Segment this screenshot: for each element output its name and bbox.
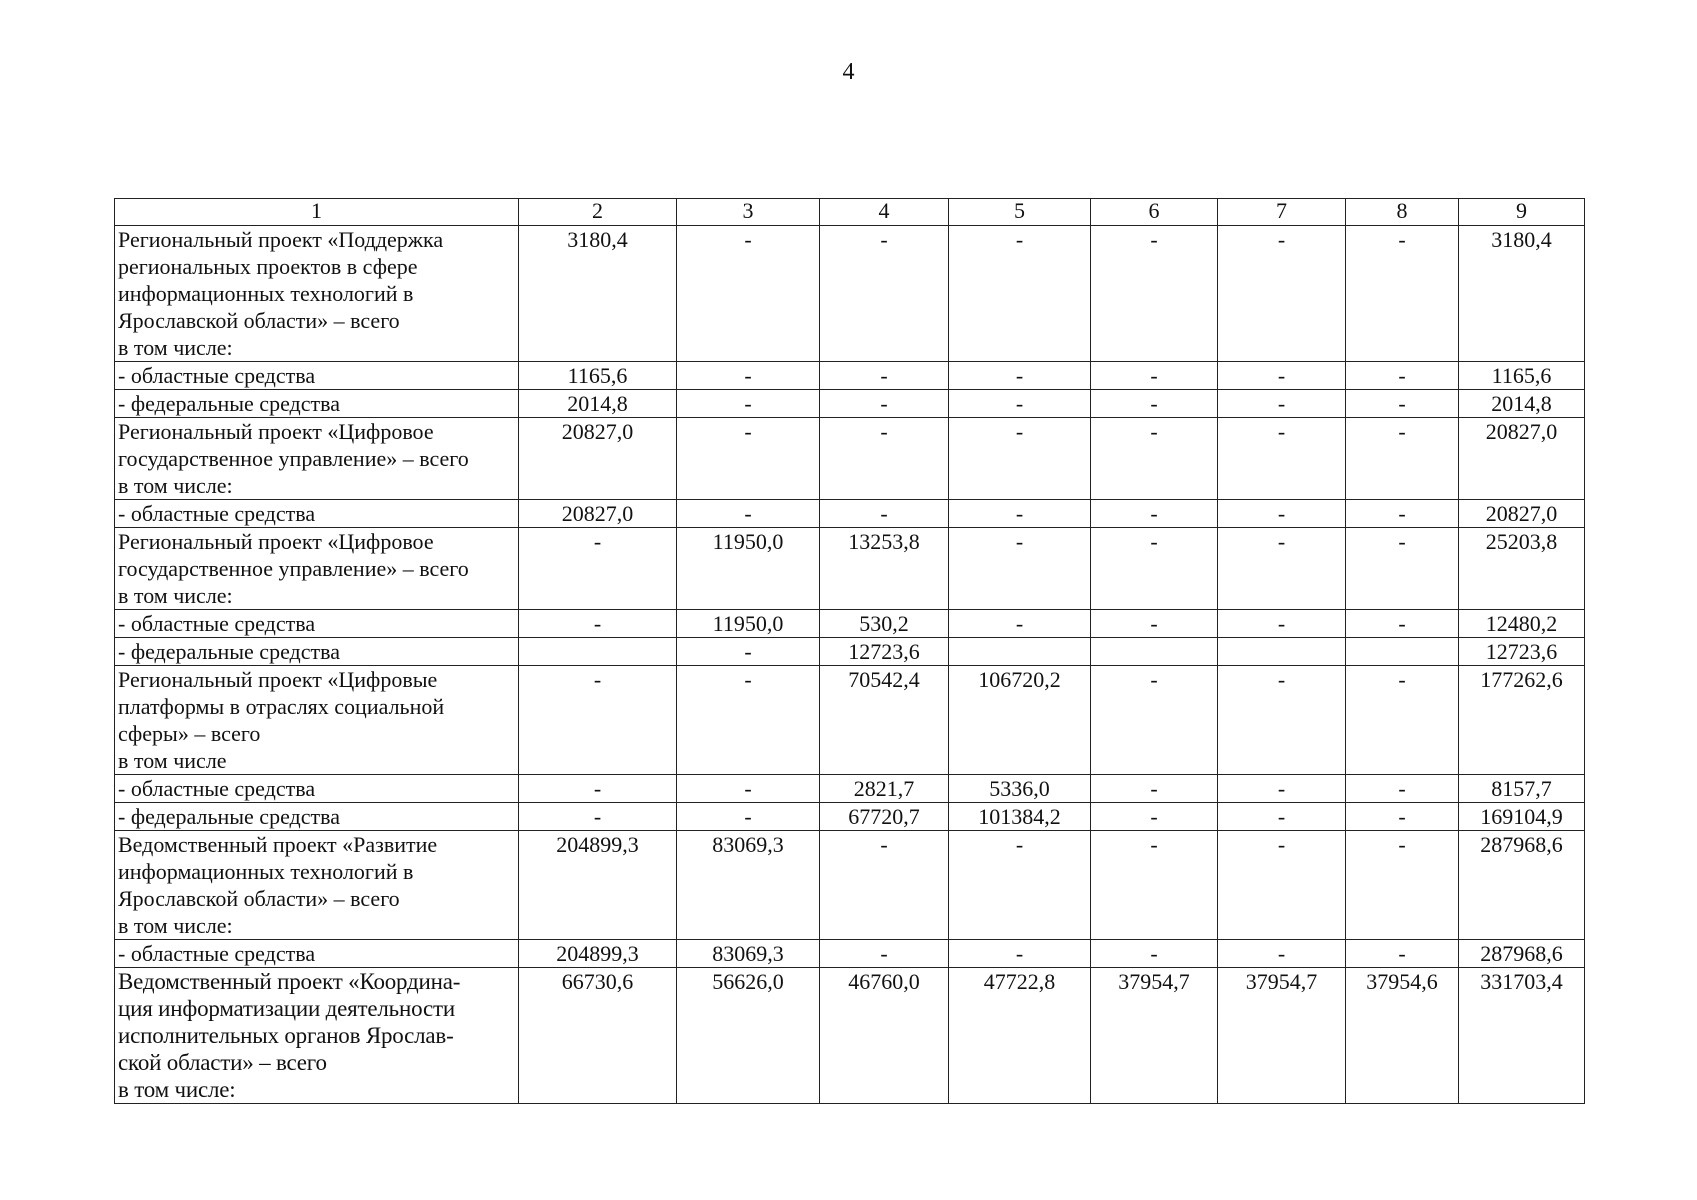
value-cell-col-2: 3180,4 xyxy=(519,226,677,362)
value-cell-col-9: 20827,0 xyxy=(1459,418,1585,500)
table-row xyxy=(115,226,1585,362)
row-label: Ведомственный проект «Координа- ция информатизации деятельности исполнительных органов Ярослав- ской области» – всего в том числе: xyxy=(115,968,519,1104)
value-cell-col-9: 20827,0 xyxy=(1459,500,1585,528)
row-label: - областные средства xyxy=(115,940,519,968)
value-cell-col-4: - xyxy=(820,226,949,362)
value-cell-col-6: - xyxy=(1091,775,1218,803)
value-cell-col-9: 287968,6 xyxy=(1459,940,1585,968)
value-cell-col-4: - xyxy=(820,390,949,418)
value-cell-col-9: 177262,6 xyxy=(1459,666,1585,775)
value-cell-col-6: - xyxy=(1091,610,1218,638)
value-cell-col-9: 1165,6 xyxy=(1459,362,1585,390)
value-cell-col-9: 287968,6 xyxy=(1459,831,1585,940)
value-cell-col-2: - xyxy=(519,610,677,638)
value-cell-col-8: - xyxy=(1346,666,1459,775)
row-label: - областные средства xyxy=(115,362,519,390)
budget-table xyxy=(114,198,1585,1104)
value-cell-col-7: - xyxy=(1218,940,1346,968)
row-label: Региональный проект «Поддержка региональных проектов в сфере информационных технологий в Ярославской области» – всего в том числе: xyxy=(115,226,519,362)
table-row xyxy=(115,362,1585,390)
row-label: - федеральные средства xyxy=(115,390,519,418)
value-cell-col-9: 3180,4 xyxy=(1459,226,1585,362)
value-cell-col-6: 37954,7 xyxy=(1091,968,1218,1104)
value-cell-col-4: - xyxy=(820,940,949,968)
value-cell-col-7: - xyxy=(1218,500,1346,528)
value-cell-col-8: - xyxy=(1346,610,1459,638)
value-cell-col-4: - xyxy=(820,362,949,390)
value-cell-col-6: - xyxy=(1091,226,1218,362)
value-cell-col-2: 204899,3 xyxy=(519,940,677,968)
value-cell-col-9: 12723,6 xyxy=(1459,638,1585,666)
row-label: - федеральные средства xyxy=(115,803,519,831)
column-header-7: 7 xyxy=(1218,199,1346,226)
value-cell-col-8: - xyxy=(1346,831,1459,940)
value-cell-col-6 xyxy=(1091,638,1218,666)
value-cell-col-4: 2821,7 xyxy=(820,775,949,803)
value-cell-col-6: - xyxy=(1091,390,1218,418)
value-cell-col-9: 331703,4 xyxy=(1459,968,1585,1104)
column-header-8: 8 xyxy=(1346,199,1459,226)
value-cell-col-7: - xyxy=(1218,666,1346,775)
value-cell-col-4: 530,2 xyxy=(820,610,949,638)
value-cell-col-4: 13253,8 xyxy=(820,528,949,610)
row-label: - областные средства xyxy=(115,500,519,528)
value-cell-col-8: - xyxy=(1346,390,1459,418)
value-cell-col-6: - xyxy=(1091,831,1218,940)
value-cell-col-5: - xyxy=(949,226,1091,362)
value-cell-col-8: 37954,6 xyxy=(1346,968,1459,1104)
value-cell-col-5: - xyxy=(949,831,1091,940)
table-row xyxy=(115,940,1585,968)
value-cell-col-3: - xyxy=(677,775,820,803)
column-header-3: 3 xyxy=(677,199,820,226)
value-cell-col-7: - xyxy=(1218,226,1346,362)
value-cell-col-3: - xyxy=(677,418,820,500)
value-cell-col-5 xyxy=(949,638,1091,666)
column-header-4: 4 xyxy=(820,199,949,226)
value-cell-col-7: - xyxy=(1218,528,1346,610)
value-cell-col-2: - xyxy=(519,528,677,610)
table-row xyxy=(115,638,1585,666)
table-row xyxy=(115,528,1585,610)
table-row xyxy=(115,418,1585,500)
row-label: Региональный проект «Цифровое государственное управление» – всего в том числе: xyxy=(115,528,519,610)
value-cell-col-3: 56626,0 xyxy=(677,968,820,1104)
value-cell-col-2: 20827,0 xyxy=(519,500,677,528)
value-cell-col-7: - xyxy=(1218,610,1346,638)
table-row xyxy=(115,831,1585,940)
value-cell-col-7: - xyxy=(1218,775,1346,803)
value-cell-col-9: 12480,2 xyxy=(1459,610,1585,638)
value-cell-col-7 xyxy=(1218,638,1346,666)
value-cell-col-4: 46760,0 xyxy=(820,968,949,1104)
value-cell-col-6: - xyxy=(1091,666,1218,775)
value-cell-col-2: 1165,6 xyxy=(519,362,677,390)
value-cell-col-7: - xyxy=(1218,362,1346,390)
value-cell-col-9: 25203,8 xyxy=(1459,528,1585,610)
value-cell-col-6: - xyxy=(1091,803,1218,831)
table-row xyxy=(115,968,1585,1104)
table-row xyxy=(115,775,1585,803)
value-cell-col-3: 83069,3 xyxy=(677,940,820,968)
value-cell-col-3: - xyxy=(677,638,820,666)
value-cell-col-4: 12723,6 xyxy=(820,638,949,666)
value-cell-col-3: - xyxy=(677,666,820,775)
value-cell-col-6: - xyxy=(1091,362,1218,390)
value-cell-col-7: - xyxy=(1218,418,1346,500)
value-cell-col-8 xyxy=(1346,638,1459,666)
value-cell-col-5: - xyxy=(949,940,1091,968)
value-cell-col-4: - xyxy=(820,500,949,528)
value-cell-col-3: - xyxy=(677,226,820,362)
value-cell-col-3: - xyxy=(677,500,820,528)
value-cell-col-7: - xyxy=(1218,831,1346,940)
value-cell-col-7: - xyxy=(1218,803,1346,831)
value-cell-col-8: - xyxy=(1346,226,1459,362)
value-cell-col-3: 11950,0 xyxy=(677,610,820,638)
row-label: Региональный проект «Цифровые платформы в отраслях социальной сферы» – всего в том числе xyxy=(115,666,519,775)
value-cell-col-5: - xyxy=(949,610,1091,638)
table-row xyxy=(115,803,1585,831)
value-cell-col-3: - xyxy=(677,390,820,418)
value-cell-col-9: 2014,8 xyxy=(1459,390,1585,418)
value-cell-col-7: 37954,7 xyxy=(1218,968,1346,1104)
value-cell-col-5: - xyxy=(949,362,1091,390)
value-cell-col-5: 106720,2 xyxy=(949,666,1091,775)
value-cell-col-8: - xyxy=(1346,528,1459,610)
value-cell-col-3: 11950,0 xyxy=(677,528,820,610)
table-row xyxy=(115,666,1585,775)
column-number-row xyxy=(115,199,1585,226)
value-cell-col-8: - xyxy=(1346,418,1459,500)
table-row xyxy=(115,390,1585,418)
value-cell-col-3: 83069,3 xyxy=(677,831,820,940)
value-cell-col-6: - xyxy=(1091,528,1218,610)
column-header-9: 9 xyxy=(1459,199,1585,226)
value-cell-col-6: - xyxy=(1091,418,1218,500)
value-cell-col-8: - xyxy=(1346,803,1459,831)
value-cell-col-2: - xyxy=(519,803,677,831)
value-cell-col-5: - xyxy=(949,418,1091,500)
value-cell-col-4: - xyxy=(820,831,949,940)
value-cell-col-7: - xyxy=(1218,390,1346,418)
value-cell-col-9: 8157,7 xyxy=(1459,775,1585,803)
value-cell-col-8: - xyxy=(1346,362,1459,390)
row-label: - областные средства xyxy=(115,610,519,638)
value-cell-col-5: - xyxy=(949,528,1091,610)
value-cell-col-2: 2014,8 xyxy=(519,390,677,418)
column-header-2: 2 xyxy=(519,199,677,226)
value-cell-col-2: 204899,3 xyxy=(519,831,677,940)
value-cell-col-3: - xyxy=(677,362,820,390)
column-header-5: 5 xyxy=(949,199,1091,226)
row-label: Ведомственный проект «Развитие информационных технологий в Ярославской области» – всего в том числе: xyxy=(115,831,519,940)
column-header-1: 1 xyxy=(115,199,519,226)
value-cell-col-9: 169104,9 xyxy=(1459,803,1585,831)
value-cell-col-2: - xyxy=(519,666,677,775)
column-header-6: 6 xyxy=(1091,199,1218,226)
value-cell-col-5: 101384,2 xyxy=(949,803,1091,831)
row-label: - федеральные средства xyxy=(115,638,519,666)
row-label: - областные средства xyxy=(115,775,519,803)
value-cell-col-5: - xyxy=(949,500,1091,528)
value-cell-col-3: - xyxy=(677,803,820,831)
value-cell-col-2: 66730,6 xyxy=(519,968,677,1104)
value-cell-col-4: - xyxy=(820,418,949,500)
value-cell-col-2: - xyxy=(519,775,677,803)
value-cell-col-2: 20827,0 xyxy=(519,418,677,500)
table-row xyxy=(115,500,1585,528)
value-cell-col-4: 67720,7 xyxy=(820,803,949,831)
value-cell-col-2 xyxy=(519,638,677,666)
table-body xyxy=(115,226,1585,1104)
value-cell-col-5: 5336,0 xyxy=(949,775,1091,803)
row-label: Региональный проект «Цифровое государственное управление» – всего в том числе: xyxy=(115,418,519,500)
page-number: 4 xyxy=(842,59,855,85)
value-cell-col-6: - xyxy=(1091,940,1218,968)
value-cell-col-5: 47722,8 xyxy=(949,968,1091,1104)
value-cell-col-8: - xyxy=(1346,500,1459,528)
value-cell-col-6: - xyxy=(1091,500,1218,528)
value-cell-col-8: - xyxy=(1346,775,1459,803)
value-cell-col-8: - xyxy=(1346,940,1459,968)
value-cell-col-5: - xyxy=(949,390,1091,418)
value-cell-col-4: 70542,4 xyxy=(820,666,949,775)
table-row xyxy=(115,610,1585,638)
